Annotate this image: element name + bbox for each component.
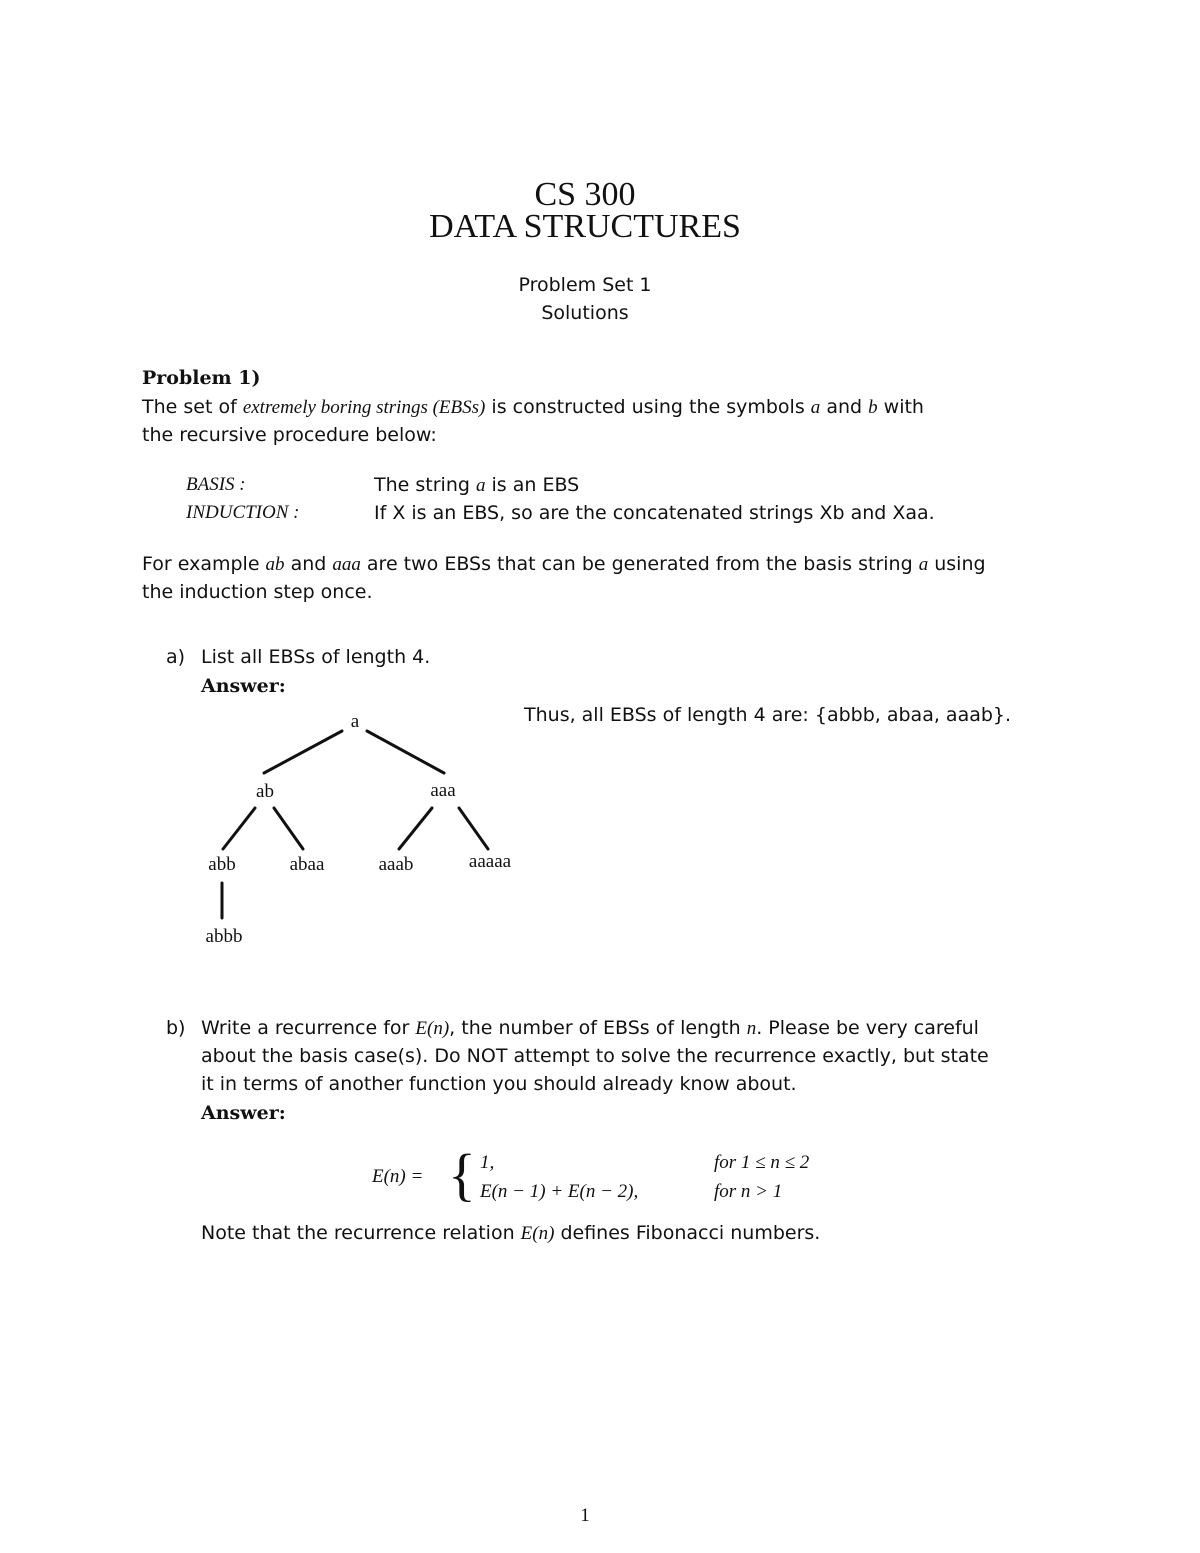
basis-text: The string a is an EBS	[374, 474, 580, 496]
part-a-marker: a)	[166, 646, 186, 668]
course-title: DATA STRUCTURES	[429, 208, 741, 245]
intro-line-1: The set of extremely boring strings (EBSs) is constructed using the symbols a and b with	[142, 396, 924, 418]
example-line-1: For example ab and aaa are two EBSs that can be generated from the basis string a using	[142, 553, 986, 575]
problem-set-title: Problem Set 1	[518, 274, 652, 296]
subtitle: Solutions	[541, 302, 629, 324]
part-a-conclusion: Thus, all EBSs of length 4 are: {abbb, abaa, aaab}.	[524, 704, 1012, 726]
induction-label: INDUCTION :	[186, 502, 300, 523]
tree-node-ab: ab	[256, 781, 274, 802]
part-b-question-line-3: it in terms of another function you should already know about.	[201, 1073, 797, 1095]
recurrence-case-2-expr: E(n − 1) + E(n − 2),	[480, 1181, 639, 1202]
recurrence-case-1-cond: for 1 ≤ n ≤ 2	[714, 1152, 810, 1173]
tree-node-aaaaa: aaaaa	[468, 851, 512, 872]
recurrence-case-1-expr: 1,	[480, 1152, 495, 1173]
tree-node-abbb: abbb	[205, 926, 243, 947]
tree-edge-a-ab	[264, 731, 342, 773]
part-b-question-line-1: Write a recurrence for E(n), the number of EBSs of length n. Please be very careful	[201, 1017, 979, 1039]
recurrence-lhs: E(n) =	[372, 1166, 424, 1187]
part-b-marker: b)	[166, 1017, 186, 1039]
tree-edge-aaa-aaab	[399, 808, 432, 849]
recurrence-case-2-cond: for n > 1	[714, 1181, 783, 1202]
part-b-question-line-2: about the basis case(s). Do NOT attempt to solve the recurrence exactly, but state	[201, 1045, 989, 1067]
tree-edge-a-aaa	[367, 731, 444, 773]
induction-text: If X is an EBS, so are the concatenated strings Xb and Xaa.	[374, 502, 935, 524]
tree-node-abb: abb	[208, 854, 236, 875]
example-line-2: the induction step once.	[142, 581, 373, 603]
fibonacci-note: Note that the recurrence relation E(n) defines Fibonacci numbers.	[201, 1222, 821, 1244]
part-b-answer-label: Answer:	[201, 1102, 286, 1124]
tree-node-aaab: aaab	[378, 854, 414, 875]
part-a-question: List all EBSs of length 4.	[201, 646, 431, 668]
part-a-answer-label: Answer:	[201, 675, 286, 697]
tree-edge-ab-abaa	[274, 808, 303, 849]
basis-label: BASIS :	[186, 474, 246, 495]
course-code: CS 300	[534, 176, 636, 213]
page-number: 1	[580, 1505, 590, 1526]
tree-node-aaa: aaa	[430, 780, 456, 801]
intro-line-2: the recursive procedure below:	[142, 424, 437, 446]
recurrence-brace: {	[448, 1142, 476, 1207]
problem-heading: Problem 1)	[142, 367, 261, 389]
tree-node-abaa: abaa	[289, 854, 325, 875]
tree-edge-ab-abb	[223, 808, 255, 849]
tree-edge-aaa-aaaaa	[459, 808, 488, 849]
tree-node-a: a	[350, 711, 360, 732]
